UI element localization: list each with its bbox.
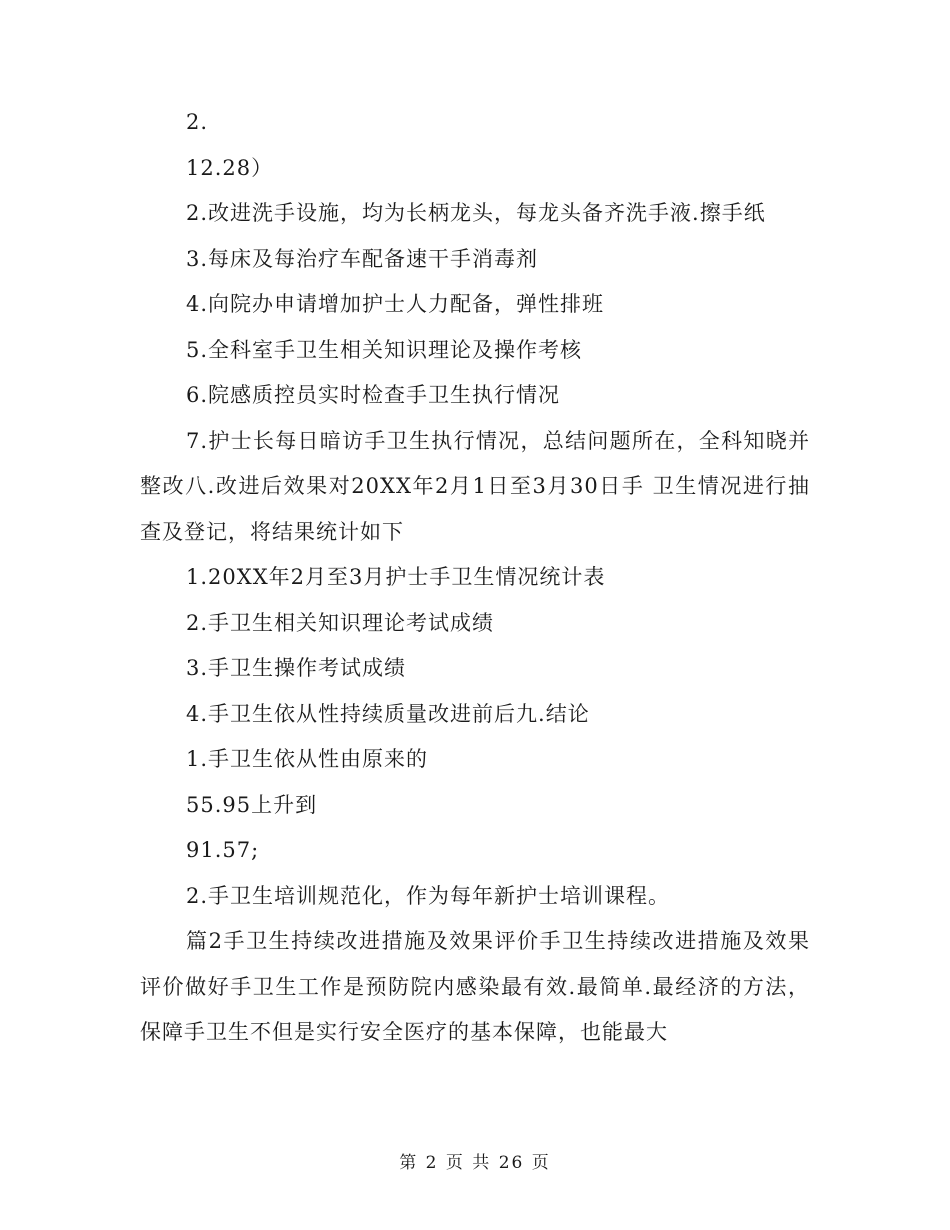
paragraph: 6.院感质控员实时检查手卫生执行情况 [186,383,561,407]
paragraph: 1.手卫生依从性由原来的 [186,747,429,771]
paragraph: 1.20XX年2月至3月护士手卫生情况统计表 [186,565,606,589]
paragraph: 12.28） [186,155,274,180]
paragraph: 7.护士长每日暗访手卫生执行情况，总结问题所在，全科知晓并整改八.改进后效果对20XX年2月1日至3月30日手 卫生情况进行抽查及登记，将结果统计如下 [140,428,810,544]
paragraph: 91.57; [186,838,260,862]
paragraph: 2.手卫生培训规范化，作为每年新护士培训课程。 [186,883,671,908]
paragraph: 2.手卫生相关知识理论考试成绩 [186,610,495,635]
page-footer: 第 2 页 共 26 页 [399,1153,551,1173]
paragraph: 4.手卫生依从性持续质量改进前后九.结论 [186,701,590,726]
paragraph: 2. [186,110,209,134]
paragraph: 篇2手卫生持续改进措施及效果评价手卫生持续改进措施及效果评价做好手卫生工作是预防院内感染最有效.最简单.最经济的方法，保障手卫生不但是实行安全医疗的基本保障，也能最大 [140,929,810,1044]
paragraph: 2.改进洗手设施，均为长柄龙头，每龙头备齐洗手液.擦手纸 [186,201,766,225]
paragraph: 3.手卫生操作考试成绩 [186,656,407,680]
paragraph: 4.向院办申请增加护士人力配备，弹性排班 [186,292,605,316]
paragraph: 55.95上升到 [186,792,318,817]
document-body [140,100,810,1056]
paragraph: 5.全科室手卫生相关知识理论及操作考核 [186,337,583,362]
paragraph: 3.每床及每治疗车配备速干手消毒剂 [186,246,539,271]
